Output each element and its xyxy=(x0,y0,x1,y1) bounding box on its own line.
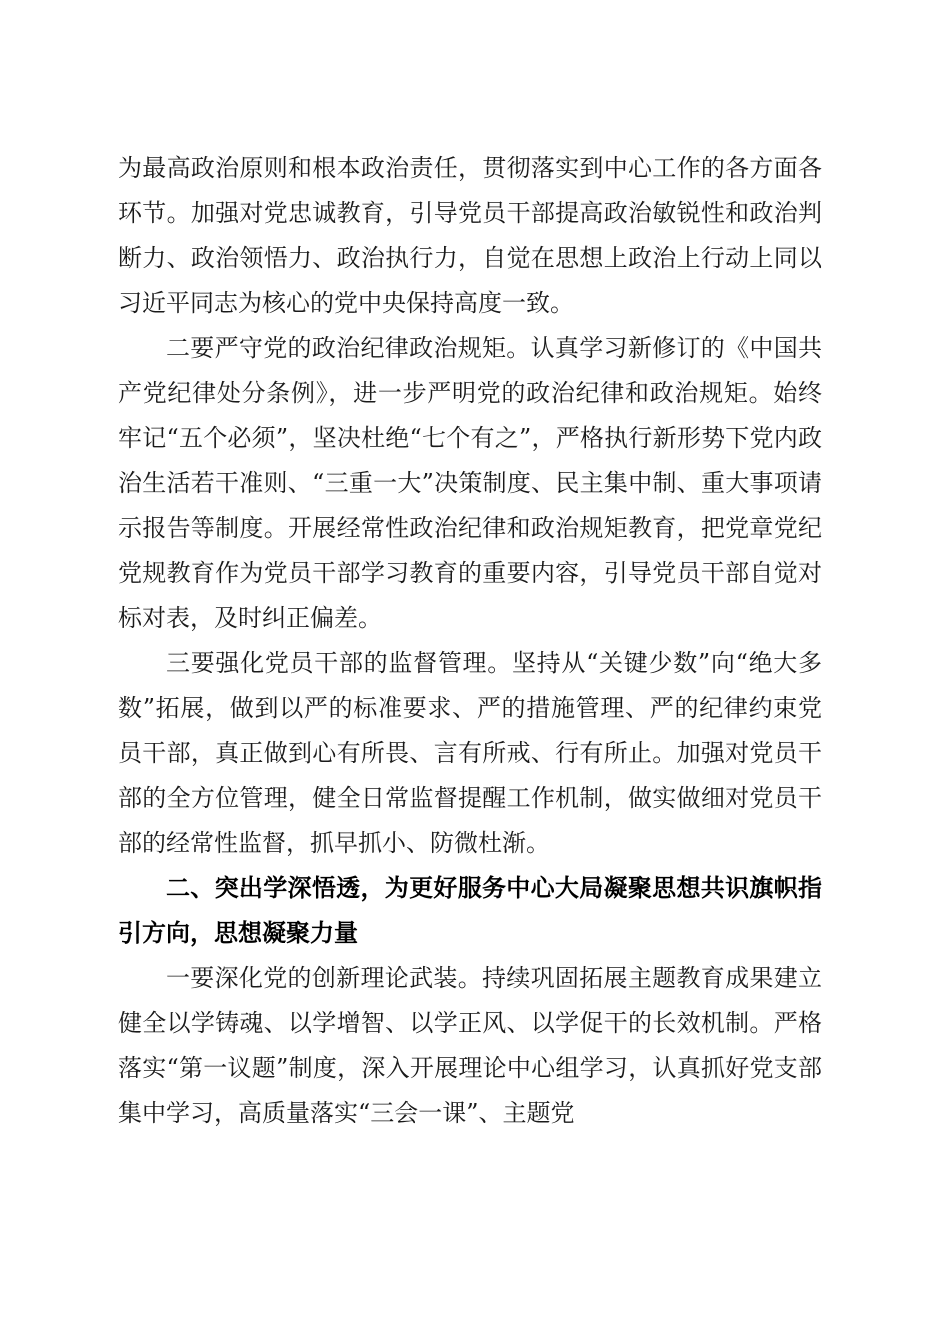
document-body xyxy=(118,146,822,1136)
paragraph-theory: 一要深化党的创新理论武装。持续巩固拓展主题教育成果建立健全以学铸魂、以学增智、以学正风、以学促干的长效机制。严格落实“第一议题”制度，深入开展理论中心组学习，认真抓好党支部集中学习，高质量落实“三会一课”、主题党 xyxy=(118,964,822,1127)
paragraph-supervision: 三要强化党员干部的监督管理。坚持从“关键少数”向“绝大多数”拓展，做到以严的标准要求、严的措施管理、严的纪律约束党员干部，真正做到心有所畏、言有所戒、行有所止。加强对党员干部的全方位管理，健全日常监督提醒工作机制，做实做细对党员干部的经常性监督，抓早抓小、防微杜渐。 xyxy=(118,649,822,857)
paragraph-discipline: 二要严守党的政治纪律政治规矩。认真学习新修订的《中国共产党纪律处分条例》，进一步严明党的政治纪律和政治规矩。始终牢记“五个必须”，坚决杜绝“七个有之”，严格执行新形势下党内政治生活若干准则、“三重一大”决策制度、民主集中制、重大事项请示报告等制度。开展经常性政治纪律和政治规矩教育，把党章党纪党规教育作为党员干部学习教育的重要内容，引导党员干部自觉对标对表，及时纠正偏差。 xyxy=(118,334,822,632)
section-heading: 二、突出学深悟透，为更好服务中心大局凝聚思想共识旗帜指引方向，思想凝聚力量 xyxy=(118,874,822,947)
paragraph-continued: 为最高政治原则和根本政治责任，贯彻落实到中心工作的各方面各环节。加强对党忠诚教育，引导党员干部提高政治敏锐性和政治判断力、政治领悟力、政治执行力，自觉在思想上政治上行动上同以习近平同志为核心的党中央保持高度一致。 xyxy=(118,154,822,317)
